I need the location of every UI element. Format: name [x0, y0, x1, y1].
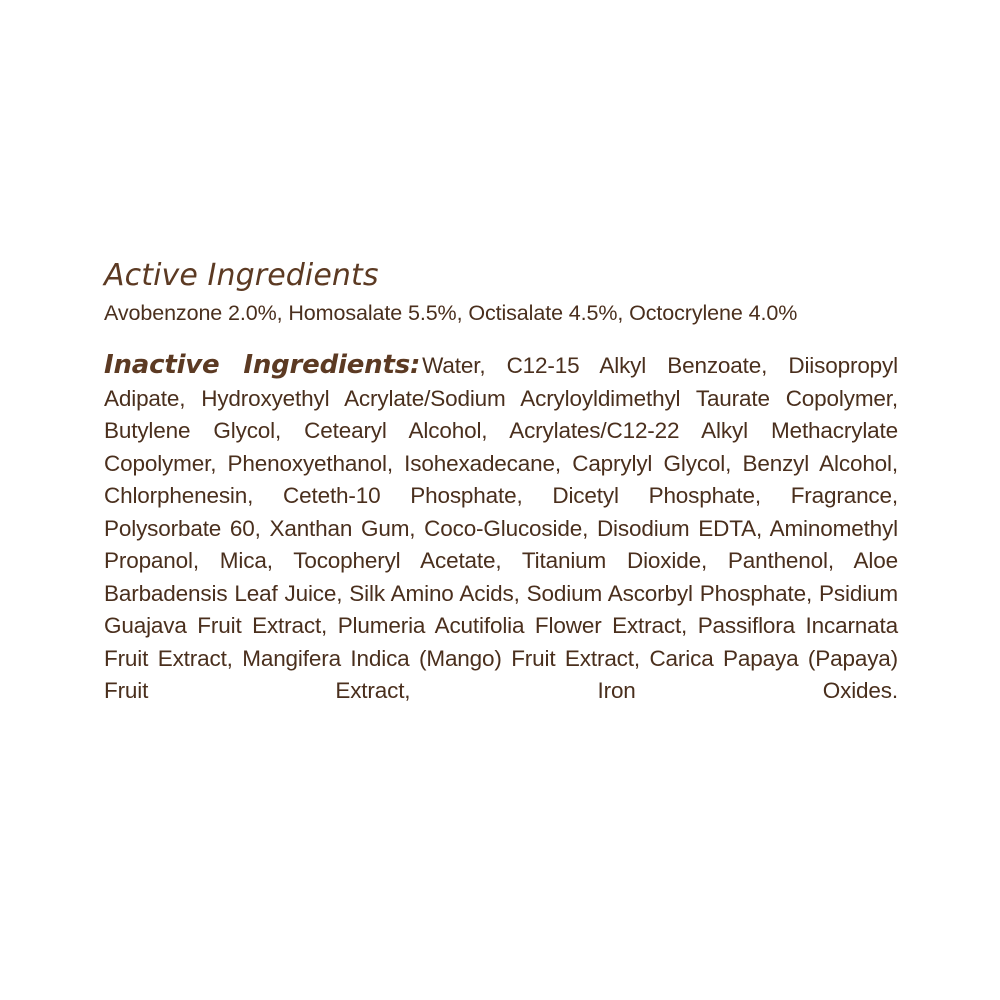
active-ingredients-section [104, 258, 900, 327]
inactive-ingredients-heading: Inactive Ingredients: [104, 350, 421, 380]
active-ingredients-list: Avobenzone 2.0%, Homosalate 5.5%, Octisalate 4.5%, Octocrylene 4.0% [104, 301, 798, 325]
inactive-ingredients-section [104, 349, 898, 740]
inactive-ingredients-list: Water, C12-15 Alkyl Benzoate, Diisopropyl Adipate, Hydroxyethyl Acrylate/Sodium Acryloyldimethyl Taurate Copolymer, Butylene Glycol, Cetearyl Alcohol, Acrylates/C12-22 Alkyl Methacrylate Copolymer, Phenoxyethanol, Isohexadecane, Caprylyl Glycol, Benzyl Alcohol, Chlorphenesin, Ceteth-10 Phosphate, Dicetyl Phosphate, Fragrance, Polysorbate 60, Xanthan Gum, Coco-Glucoside, Disodium EDTA, Aminomethyl Propanol, Mica, Tocopheryl Acetate, Titanium Dioxide, Panthenol, Aloe Barbadensis Leaf Juice, Silk Amino Acids, Sodium Ascorbyl Phosphate, Psidium Guajava Fruit Extract, Plumeria Acutifolia Flower Extract, Passiflora Incarnata Fruit Extract, Mangifera Indica (Mango) Fruit Extract, Carica Papaya (Papaya) Fruit Extract, Iron Oxides. [104, 353, 898, 703]
active-ingredients-heading: Active Ingredients [104, 258, 379, 293]
ingredients-content [104, 258, 900, 740]
